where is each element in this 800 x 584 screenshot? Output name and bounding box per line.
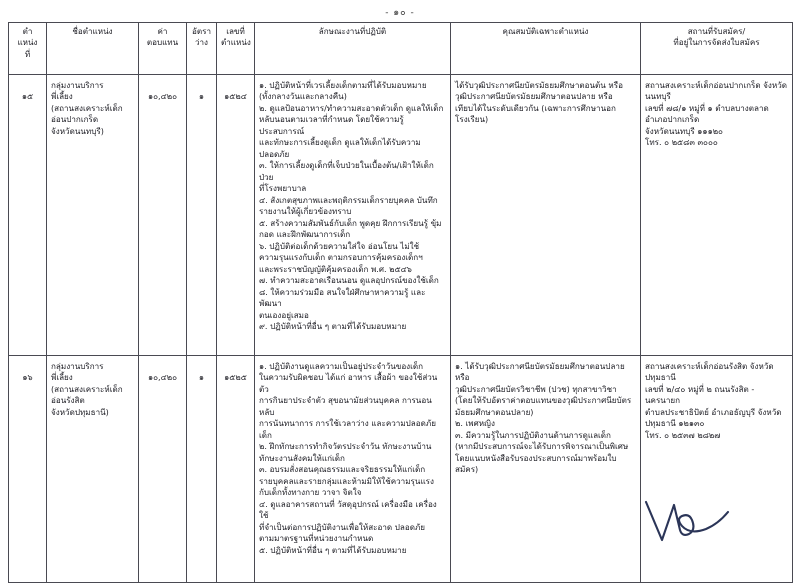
text-line: โดยแนบหนังสือรับรองประสบการณ์มาพร้อมใบสมัคร) — [455, 452, 617, 475]
header-position-number-line2: แหน่ง — [17, 37, 38, 48]
text-line: สถานสงเคราะห์เด็กอ่อนปากเกร็ด จังหวัดนนทบุรี — [645, 80, 788, 102]
text-line: การกินยาประจำตัว สุขอนามัยส่วนบุคคล การนอนหลับ — [259, 395, 432, 417]
cell-duties — [255, 75, 451, 356]
page-number: - ๑๐ - — [385, 8, 415, 18]
cell-qualifications — [451, 356, 641, 583]
text-line: ในความรับผิดชอบ ได้แก่ อาหาร เสื้อผ้า ของใช้ส่วนตัว — [259, 372, 438, 394]
text-line: วุฒิประกาศนียบัตรมัธยมศึกษาตอนปลาย หรือ — [455, 91, 613, 102]
text-line: ความรุนแรงกับเด็ก ตามกรอบการคุ้มครองเด็กฯ — [259, 252, 423, 263]
text-line: ๑. ได้รับวุฒิประกาศนียบัตรมัธยมศึกษาตอนปลาย หรือ — [455, 361, 625, 383]
cell-position-number: ๑๖ — [9, 356, 47, 583]
table-body — [9, 75, 793, 583]
text-line: ๓. ให้การเลี้ยงดูเด็กที่เจ็บป่วยในเบื้องต้น/เฝ้าให้เด็กป่วย — [259, 160, 434, 182]
header-duties: ลักษณะงานที่ปฏิบัติ — [255, 23, 451, 75]
text-line: กอด และฝึกพัฒนาการเด็ก — [259, 229, 351, 240]
text-line: และทักษะการเลี้ยงดูเด็ก ดูแลให้เด็กได้รับความปลอดภัย — [259, 137, 421, 159]
header-vacancy — [187, 23, 217, 75]
text-line: ๕. สร้างความสัมพันธ์กับเด็ก พูดคุย ฝึกการเรียนรู้ ขุ้ม — [259, 217, 442, 228]
text-line: มัธยมศึกษาตอนปลาย) — [455, 406, 534, 417]
header-application-place-line1: สถานที่รับสมัคร/ — [687, 26, 746, 36]
text-line: โทร. ๐ ๒๕๓๗ ๒๘๒๗ — [645, 429, 721, 440]
cell-position-id: ๑๕๒๔ — [217, 75, 255, 356]
header-qualifications: คุณสมบัติเฉพาะตำแหน่ง — [451, 23, 641, 75]
job-positions-table — [8, 22, 793, 583]
header-position-number-line1: ตำ — [22, 26, 33, 36]
text-line: เทียบได้ในระดับเดียวกัน (เฉพาะการศึกษานอกโรงเรียน) — [455, 102, 616, 125]
header-compensation: ค่าตอบแทน — [139, 23, 187, 75]
cell-position-title — [47, 75, 139, 356]
header-vacancy-line2: ว่าง — [194, 37, 209, 48]
text-line: ๒. ฝึกทักษะการทำกิจวัตรประจำวัน ทักษะงานบ้าน — [259, 441, 432, 452]
cell-compensation: ๑๐,๔๒๐ — [139, 356, 187, 583]
header-position-id-line2: ตำแหน่ง — [221, 37, 251, 48]
header-position-id-line1: เลขที่ — [226, 26, 245, 36]
cell-position-title — [47, 356, 139, 583]
text-line: ๗. ทำความสะอาดเรือนนอน ดูแลอุปกรณ์ของใช้เด็ก — [259, 275, 439, 286]
cell-position-id: ๑๕๒๕ — [217, 356, 255, 583]
text-line: รายงานให้ผู้เกี่ยวข้องทราบ — [259, 206, 352, 217]
text-line: ๓. มีความรู้ในการปฏิบัติงานด้านการดูแลเด็ก — [455, 429, 611, 440]
text-line: เลขที่ ๒/๔๐ หมู่ที่ ๒ ถนนรังสิต - นครนายก — [645, 383, 755, 406]
text-line: ที่จำเป็นต่อการปฏิบัติงานเพื่อให้สะอาด ปลอดภัย — [259, 521, 426, 532]
cell-vacancy: ๑ — [187, 356, 217, 583]
text-line: ๖. ปฏิบัติต่อเด็กด้วยความใส่ใจ อ่อนโยน ไม่ใช้ — [259, 240, 420, 251]
position-office-line1: (สถานสงเคราะห์เด็กอ่อนรังสิต — [51, 383, 123, 406]
text-line: ๘. ให้ความร่วมมือ สนใจใฝ่ศึกษาหาความรู้ และพัฒนา — [259, 286, 426, 309]
text-line: ๔. สังเกตสุขภาพและพฤติกรรมเด็กรายบุคคล บันทึก — [259, 194, 438, 205]
text-line: ที่โรงพยาบาล — [259, 183, 307, 194]
text-line: ๑. ปฏิบัติหน้าที่เวรเลี้ยงเด็กตามที่ได้รับมอบหมาย — [259, 80, 427, 90]
text-line: กับเด็กทั้งทางกาย วาจา จิตใจ — [259, 487, 362, 498]
text-line: การนันทนาการ การใช้เวลาว่าง และความปลอดภัยเด็ก — [259, 418, 436, 440]
position-name: พี่เลี้ยง — [51, 372, 73, 383]
text-line: ๓. อบรมสั่งสอนคุณธรรมและจริยธรรมให้แก่เด็ก — [259, 464, 426, 475]
header-position-number — [9, 23, 47, 75]
text-line: เลขที่ ๗๘/๑ หมู่ที่ ๑ ตำบลบางตลาด อำเภอปากเกร็ด — [645, 102, 769, 125]
text-line: (โดยให้รับอัตราค่าตอบแทนของวุฒิประกาศนียบัตร — [455, 395, 632, 406]
text-line: ๑. ปฏิบัติงานดูแลความเป็นอยู่ประจำวันของเด็ก — [259, 361, 424, 371]
text-line: สถานสงเคราะห์เด็กอ่อนรังสิต จังหวัดปทุมธานี — [645, 361, 774, 383]
cell-qualifications — [451, 75, 641, 356]
text-line: ตนเองอยู่เสมอ — [259, 309, 309, 320]
text-line: จังหวัดนนทบุรี ๑๑๑๒๐ — [645, 125, 723, 136]
text-line: ได้รับวุฒิประกาศนียบัตรมัธยมศึกษาตอนต้น หรือ — [455, 80, 623, 90]
text-line: ๙. ปฏิบัติหน้าที่อื่น ๆ ตามที่ได้รับมอบหมาย — [259, 321, 407, 332]
position-group: กลุ่มงานบริการ — [51, 80, 104, 90]
text-line: ๕. ปฏิบัติหน้าที่อื่น ๆ ตามที่ได้รับมอบหมาย — [259, 544, 407, 555]
text-line: หลับนอนตามเวลาที่กำหนด โดยใช้ความรู้ ประสบการณ์ — [259, 114, 404, 136]
text-line: ๒. เพศหญิง — [455, 418, 495, 429]
position-group: กลุ่มงานบริการ — [51, 361, 104, 371]
header-application-place-line2: ที่อยู่ในการจัดส่งใบสมัคร — [673, 37, 760, 48]
position-office-line2: จังหวัดปทุมธานี) — [51, 406, 109, 417]
cell-vacancy: ๑ — [187, 75, 217, 356]
header-row — [9, 23, 793, 75]
header-position-title: ชื่อตำแหน่ง — [47, 23, 139, 75]
text-line: ตามมาตรฐานที่หน่วยงานกำหนด — [259, 533, 374, 544]
text-line: ทักษะงานสังคมให้แก่เด็ก — [259, 452, 345, 463]
position-name: พี่เลี้ยง — [51, 91, 73, 102]
text-line: ๔. ดูแลอาคารสถานที่ วัสดุอุปกรณ์ เครื่องมือ เครื่องใช้ — [259, 498, 437, 521]
header-vacancy-line1: อัตรา — [191, 26, 211, 36]
position-office-line2: จังหวัดนนทบุรี) — [51, 125, 104, 136]
text-line: รายบุคคลและรายกลุ่มและห้ามมิให้ใช้ความรุนแรง — [259, 475, 434, 486]
table-row — [9, 356, 793, 583]
cell-duties — [255, 356, 451, 583]
position-office-line1: (สถานสงเคราะห์เด็กอ่อนปากเกร็ด — [51, 102, 123, 125]
cell-application-place — [641, 356, 793, 583]
text-line: และพระราชบัญญัติคุ้มครองเด็ก พ.ศ. ๒๕๔๖ — [259, 263, 412, 274]
table-header — [9, 23, 793, 75]
cell-position-number: ๑๕ — [9, 75, 47, 356]
text-line: ตำบลประชาธิปัตย์ อำเภอธัญบุรี จังหวัดปทุมธานี ๑๒๑๓๐ — [645, 406, 782, 429]
text-line: โทร. ๐ ๒๕๘๓ ๓๐๐๐ — [645, 137, 718, 148]
text-line: (หากมีประสบการณ์จะได้รับการพิจารณาเป็นพิเศษ — [455, 441, 629, 452]
header-position-number-line3: ที่ — [24, 48, 31, 59]
table-row — [9, 75, 793, 356]
header-position-id — [217, 23, 255, 75]
text-line: ๒. ดูแลป้อนอาหาร/ทำความสะอาดตัวเด็ก ดูแลให้เด็ก — [259, 102, 444, 113]
text-line: (ทั้งกลางวันและกลางคืน) — [259, 91, 347, 102]
cell-application-place — [641, 75, 793, 356]
header-application-place — [641, 23, 793, 75]
text-line: วุฒิประกาศนียบัตรวิชาชีพ (ปวช) ทุกสาขาวิชา — [455, 383, 617, 394]
cell-compensation: ๑๐,๔๒๐ — [139, 75, 187, 356]
